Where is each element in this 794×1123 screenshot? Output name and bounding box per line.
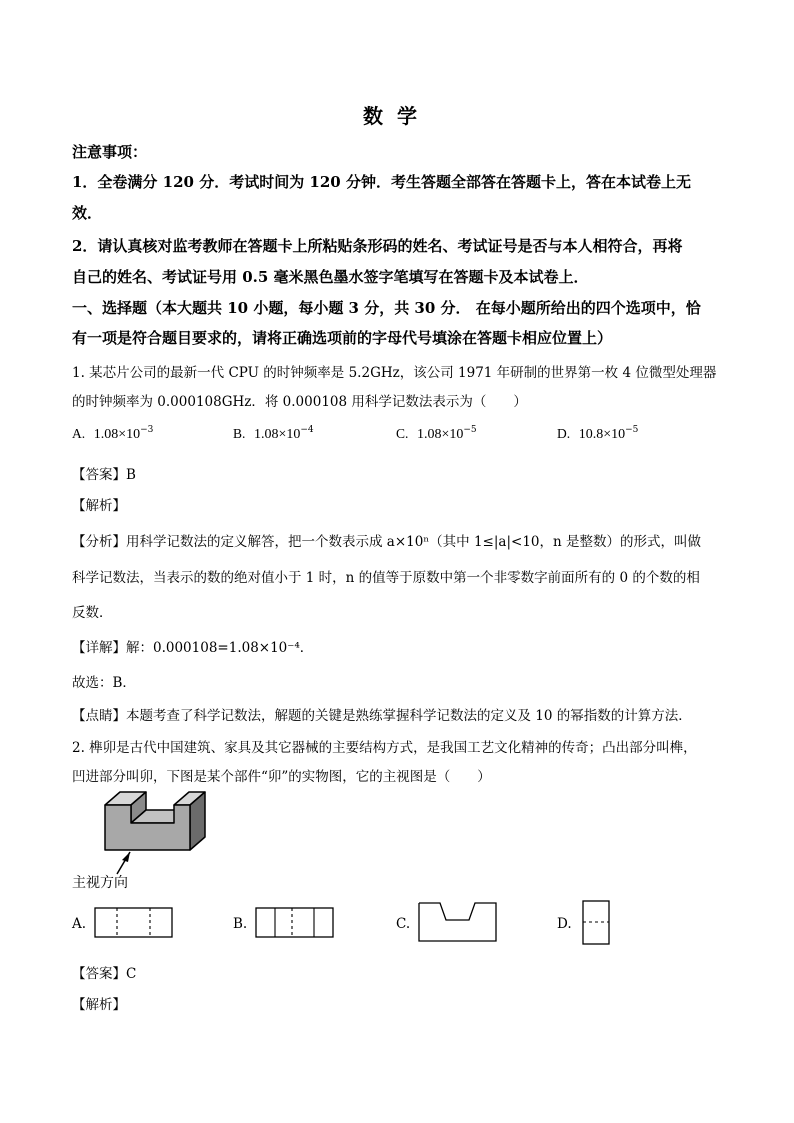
- mortise-3d-figure: [100, 790, 250, 880]
- option-exponent: −4: [300, 425, 314, 435]
- q1-analysis-heading: 【解析】: [72, 498, 126, 514]
- q2-stem-line-2: 凹进部分叫卯，下图是某个部件“卯”的实物图，它的主视图是（ ）: [72, 769, 491, 785]
- q2-analysis-heading: 【解析】: [72, 997, 126, 1013]
- q2-option-c-label: C.: [396, 916, 411, 932]
- q1-fenxi-line-3: 反数．: [72, 605, 113, 621]
- q1-option-c: [396, 425, 477, 443]
- notice-item-1-line-1: 1．全卷满分 120 分．考试时间为 120 分钟．考生答题全部答在答题卡上，答在本试卷上无: [72, 173, 691, 191]
- option-exponent: −5: [463, 425, 477, 435]
- q2-option-b-figure: [255, 907, 335, 939]
- q2-option-a-figure: [94, 907, 174, 939]
- option-value: 1.08×10: [93, 427, 141, 442]
- q2-option-a-label: A.: [72, 916, 87, 932]
- q2-option-d-figure: [582, 900, 612, 946]
- section-1-line-1: 一、选择题（本大题共 10 小题，每小题 3 分，共 30 分． 在每小题所给出的四个选项中，恰: [72, 299, 701, 317]
- q2-option-d-label: D.: [557, 916, 572, 932]
- page-title: 数学: [363, 104, 431, 128]
- q1-option-b: [233, 425, 314, 443]
- notice-item-2-line-1: 2．请认真核对监考教师在答题卡上所粘贴条形码的姓名、考试证号是否与本人相符合，再将: [72, 237, 683, 255]
- q2-option-c-figure: [418, 902, 498, 942]
- q2-option-b-label: B.: [233, 916, 248, 932]
- option-value: 10.8×10: [578, 427, 626, 442]
- q1-detail: 【详解】解：0.000108=1.08×10⁻⁴．: [72, 640, 314, 656]
- q1-option-a: [72, 425, 153, 443]
- q2-stem-line-1: 2. 榫卯是古代中国建筑、家具及其它器械的主要结构方式，是我国工艺文化精神的传奇；凸出部分叫榫，: [72, 740, 697, 756]
- q1-fenxi-line-1: 【分析】用科学记数法的定义解答，把一个数表示成 a×10ⁿ（其中 1≤|a|<10，n 是整数）的形式，叫做: [72, 534, 701, 550]
- option-exponent: −5: [625, 425, 639, 435]
- figure-caption: 主视方向: [72, 875, 128, 891]
- q2-answer: 【答案】C: [72, 966, 137, 982]
- q1-comment: 【点睛】本题考查了科学记数法，解题的关键是熟练掌握科学记数法的定义及 10 的幂指数的计算方法．: [72, 708, 692, 724]
- option-value: 1.08×10: [253, 427, 301, 442]
- q1-fenxi-line-2: 科学记数法，当表示的数的绝对值小于 1 时，n 的值等于原数中第一个非零数字前面所有的 0 的个数的相: [72, 570, 700, 586]
- option-exponent: −3: [140, 425, 154, 435]
- q1-stem-line-1: 1. 某芯片公司的最新一代 CPU 的时钟频率是 5.2GHz，该公司 1971 年研制的世界第一枚 4 位微型处理器: [72, 365, 717, 381]
- option-label: D.: [557, 426, 571, 441]
- q1-stem-line-2: 的时钟频率为 0.000108GHz．将 0.000108 用科学记数法表示为（ ）: [72, 394, 527, 410]
- notice-item-1-line-2: 效．: [72, 204, 103, 222]
- option-label: A.: [72, 426, 86, 441]
- notice-heading: 注意事项：: [72, 143, 148, 161]
- section-1-line-2: 有一项是符合题目要求的，请将正确选项前的字母代号填涂在答题卡相应位置上）: [72, 329, 613, 347]
- q1-answer: 【答案】B: [72, 467, 136, 483]
- notice-item-2-line-2: 自己的姓名、考试证号用 0.5 毫米黑色墨水签字笔填写在答题卡及本试卷上．: [72, 268, 589, 286]
- q1-choose: 故选：B．: [72, 675, 136, 691]
- option-label: B.: [233, 426, 246, 441]
- option-label: C.: [396, 426, 409, 441]
- q1-option-d: [557, 425, 638, 443]
- option-value: 1.08×10: [416, 427, 464, 442]
